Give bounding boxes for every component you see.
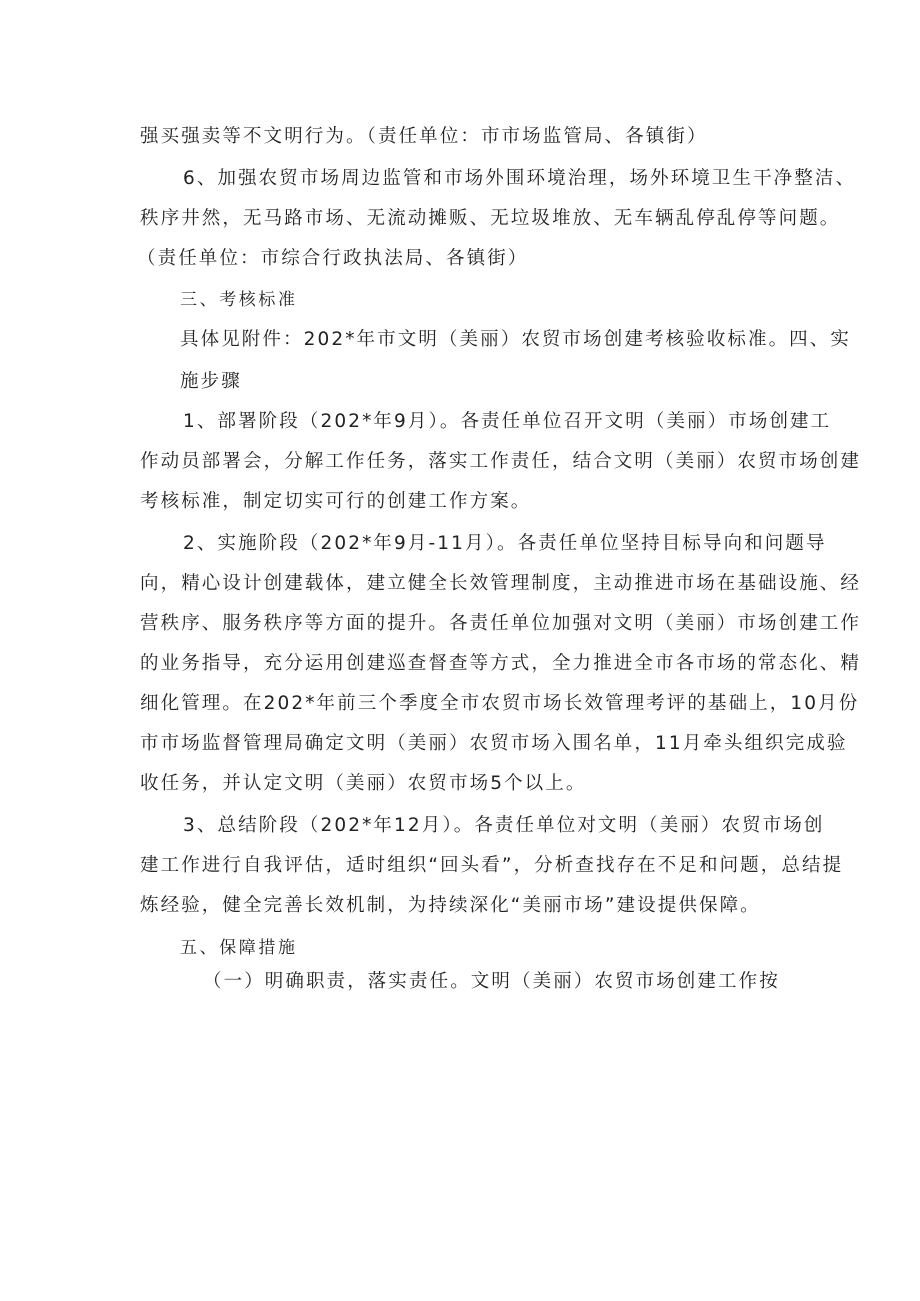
text-line: 建工作进行自我评估，适时组织“回头看”，分析查找存在不足和问题，总结提: [140, 855, 844, 876]
section-heading: 五、保障措施: [180, 938, 298, 958]
section-heading: 施步骤: [180, 371, 242, 392]
text-line: 1、部署阶段（202*年9月）。各责任单位召开文明（美丽）市场创建工: [183, 411, 832, 432]
text-line: 考核标准，制定切实可行的创建工作方案。: [140, 491, 532, 512]
text-line: 秩序井然，无马路市场、无流动摊贩、无垃圾堆放、无车辆乱停乱停等问题。: [140, 208, 841, 229]
text-line: 细化管理。在202*年前三个季度全市农贸市场长效管理考评的基础上，10月份: [140, 693, 860, 714]
text-line: 的业务指导，充分运用创建巡查督查等方式，全力推进全市各市场的常态化、精: [140, 653, 862, 674]
text-line: 强买强卖等不文明行为。（责任单位：市市场监管局、各镇街）: [140, 126, 708, 147]
text-line: 市市场监督管理局确定文明（美丽）农贸市场入围名单，11月牵头组织完成验: [140, 733, 848, 754]
text-line: 2、实施阶段（202*年9月-11月）。各责任单位坚持目标导向和问题导: [183, 533, 827, 554]
text-line: （一）明确职责，落实责任。文明（美丽）农贸市场创建工作按: [203, 971, 780, 992]
text-line: 具体见附件：202*年市文明（美丽）农贸市场创建考核验收标准。四、实: [180, 329, 851, 350]
text-line: 作动员部署会，分解工作任务，落实工作责任，结合文明（美丽）农贸市场创建: [140, 451, 862, 472]
text-line: 向，精心设计创建载体，建立健全长效管理制度，主动推进市场在基础设施、经: [140, 573, 862, 594]
text-line: 炼经验，健全完善长效机制，为持续深化“美丽市场”建设提供保障。: [140, 895, 761, 916]
section-heading: 三、考核标准: [180, 290, 298, 310]
text-line: 收任务，并认定文明（美丽）农贸市场5个以上。: [140, 773, 587, 794]
text-line: 营秩序、服务秩序等方面的提升。各责任单位加强对文明（美丽）市场创建工作: [140, 613, 862, 634]
text-line: 6、加强农贸市场周边监管和市场外围环境治理，场外环境卫生干净整洁、: [183, 168, 857, 189]
text-line: （责任单位：市综合行政执法局、各镇街）: [137, 248, 529, 269]
text-line: 3、总结阶段（202*年12月）。各责任单位对文明（美丽）农贸市场创: [183, 815, 825, 836]
